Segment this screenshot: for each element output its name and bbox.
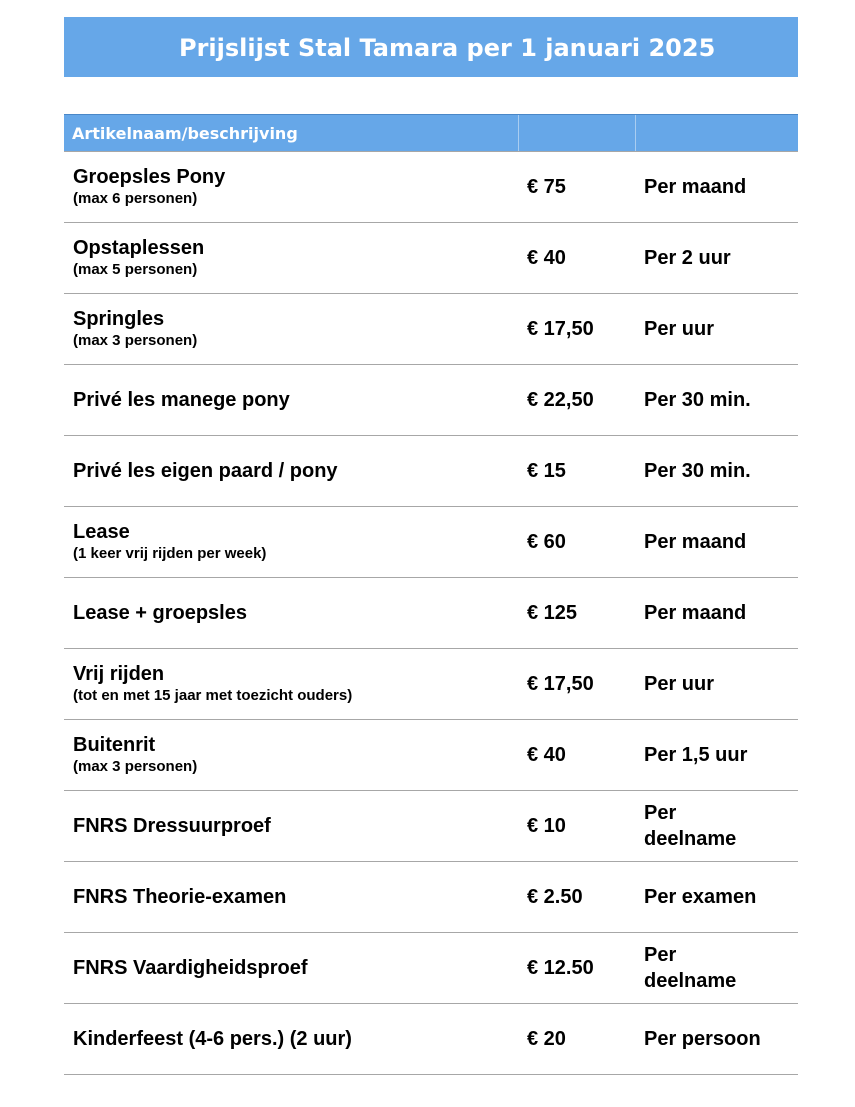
item-name-cell (73, 578, 513, 648)
item-unit: Per maand (644, 602, 747, 624)
item-price: € 22,50 (527, 388, 594, 411)
item-description: (max 3 personen) (73, 332, 198, 349)
header-name-column: Artikelnaam/beschrijving (72, 124, 298, 143)
table-row (64, 577, 798, 648)
item-price: € 12.50 (527, 956, 594, 979)
page-title: Prijslijst Stal Tamara per 1 januari 2025 (179, 34, 716, 62)
item-price: € 15 (527, 459, 566, 482)
item-description: (1 keer vrij rijden per week) (73, 545, 267, 562)
item-price: € 60 (527, 530, 566, 553)
item-name-cell (73, 862, 513, 932)
item-name: Opstaplessen (73, 237, 205, 259)
item-unit: Per maand (644, 176, 747, 198)
table-row (64, 364, 798, 435)
item-name: Lease + groepsles (73, 601, 247, 624)
table-row (64, 790, 798, 861)
item-unit: Per maand (644, 531, 747, 553)
item-name-cell (73, 152, 513, 222)
table-row (64, 435, 798, 506)
item-price: € 20 (527, 1027, 566, 1050)
header-unit-column (635, 115, 799, 151)
item-description: (max 5 personen) (73, 261, 198, 278)
item-name-cell (73, 436, 513, 506)
table-row (64, 648, 798, 719)
item-name-cell (73, 223, 513, 293)
item-price: € 40 (527, 246, 566, 269)
item-description: (tot en met 15 jaar met toezicht ouders) (73, 687, 353, 704)
item-name: Vrij rijden (73, 663, 165, 685)
item-unit: Per uur (644, 673, 715, 695)
item-unit: Per uur (644, 318, 715, 340)
item-price: € 17,50 (527, 672, 594, 695)
header-price-column (518, 115, 636, 151)
item-unit: Per deelname (644, 944, 737, 992)
table-row (64, 222, 798, 293)
item-name-cell (73, 507, 513, 577)
item-name: Lease (73, 521, 130, 543)
table-row (64, 293, 798, 364)
item-name-cell (73, 791, 513, 861)
item-unit: Per 30 min. (644, 389, 751, 411)
item-name: Springles (73, 308, 165, 330)
table-row (64, 506, 798, 577)
item-name: FNRS Vaardigheidsproef (73, 956, 308, 979)
item-name-cell (73, 933, 513, 1003)
item-unit: Per 2 uur (644, 247, 731, 269)
item-description: (max 3 personen) (73, 758, 198, 775)
item-name-cell (73, 649, 513, 719)
item-price: € 17,50 (527, 317, 594, 340)
table-row (64, 1003, 798, 1075)
item-name-cell (73, 1004, 513, 1074)
table-row (64, 932, 798, 1003)
item-price: € 125 (527, 601, 578, 624)
item-unit: Per 1,5 uur (644, 744, 748, 766)
item-name: Buitenrit (73, 734, 156, 756)
title-banner (64, 17, 798, 77)
item-price: € 75 (527, 175, 566, 198)
item-name: Privé les eigen paard / pony (73, 459, 338, 482)
table-row (64, 151, 798, 222)
item-unit: Per persoon (644, 1028, 761, 1050)
item-name: Privé les manege pony (73, 388, 290, 411)
item-price: € 10 (527, 814, 566, 837)
price-table (64, 114, 798, 1075)
item-name: Kinderfeest (4-6 pers.) (2 uur) (73, 1028, 352, 1050)
item-unit: Per 30 min. (644, 460, 751, 482)
table-row (64, 861, 798, 932)
item-name: FNRS Theorie-examen (73, 885, 287, 908)
item-name: FNRS Dressuurproef (73, 814, 271, 837)
item-unit: Per examen (644, 886, 757, 908)
table-row (64, 719, 798, 790)
item-name: Groepsles Pony (73, 166, 226, 188)
item-name-cell (73, 720, 513, 790)
item-price: € 2.50 (527, 885, 583, 908)
item-name-cell (73, 294, 513, 364)
table-header (64, 114, 798, 151)
item-unit: Per deelname (644, 802, 737, 850)
item-description: (max 6 personen) (73, 190, 198, 207)
item-name-cell (73, 365, 513, 435)
item-price: € 40 (527, 743, 566, 766)
